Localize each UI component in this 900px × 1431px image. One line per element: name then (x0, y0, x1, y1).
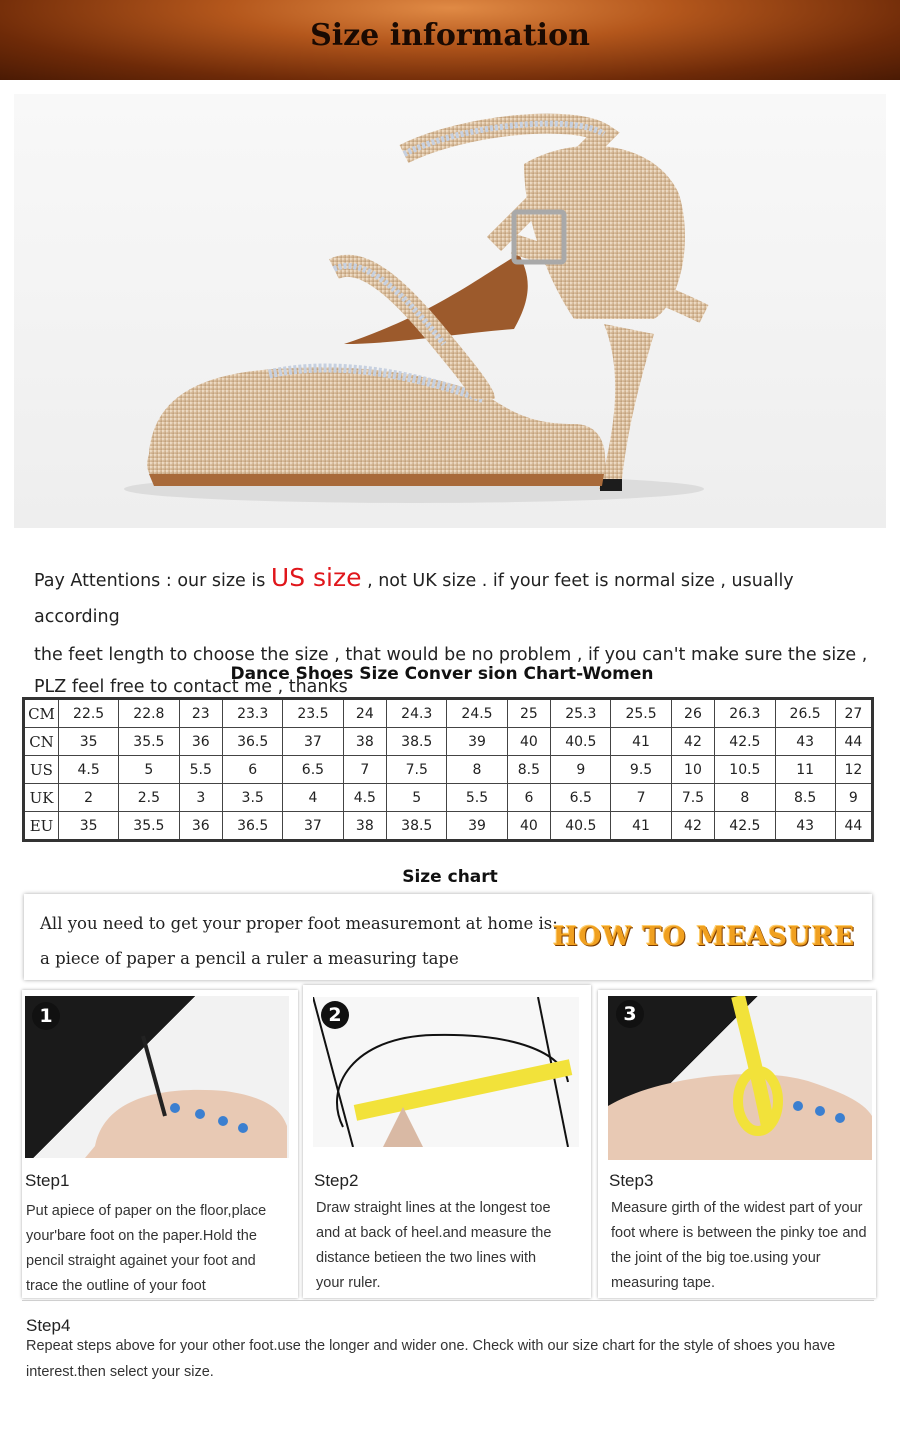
size-cell: 42 (671, 812, 715, 841)
size-cell: 35.5 (119, 728, 179, 756)
size-cell: 42 (671, 728, 715, 756)
size-cell: 4.5 (59, 756, 119, 784)
size-cell: 3.5 (223, 784, 283, 812)
step3-line: the joint of the big toe.using your (611, 1250, 821, 1266)
size-cell: 40.5 (551, 728, 611, 756)
step2-line: distance betieen the two lines with (316, 1250, 537, 1266)
size-cell: 6 (223, 756, 283, 784)
step2-line: and at back of heel.and measure the (316, 1225, 552, 1241)
size-cell: 10 (671, 756, 715, 784)
foot-trace-illustration (25, 996, 289, 1158)
size-cell: 2.5 (119, 784, 179, 812)
us-size-highlight: US size (270, 563, 362, 592)
step1-line: trace the outline of your foot (26, 1278, 206, 1294)
step3-title: Step3 (609, 1171, 654, 1190)
step2-line: your ruler. (316, 1275, 381, 1291)
step2-text (316, 1196, 588, 1296)
step3-photo (608, 996, 872, 1160)
notice-line-1 (34, 560, 884, 635)
size-cell: 40 (507, 728, 551, 756)
size-cell: 8 (715, 784, 775, 812)
size-cell: 41 (611, 812, 671, 841)
step1-number-badge: 1 (32, 1002, 60, 1030)
size-cell: 24 (343, 699, 387, 728)
size-row-label: CN (24, 728, 59, 756)
size-cell: 38 (343, 812, 387, 841)
size-cell: 27 (835, 699, 872, 728)
measure-line-1: All you need to get your proper foot measuremont at home is: (40, 914, 558, 933)
step3-number-badge: 3 (616, 1000, 644, 1028)
size-cell: 39 (447, 812, 507, 841)
size-cell: 35 (59, 812, 119, 841)
step4-line-2: interest.then select your size. (26, 1364, 214, 1380)
size-cell: 38 (343, 728, 387, 756)
size-chart-heading: Size chart (402, 867, 498, 887)
step1-title: Step1 (25, 1171, 70, 1190)
size-cell: 23.3 (223, 699, 283, 728)
step2-title: Step2 (314, 1171, 359, 1190)
size-cell: 38.5 (387, 728, 447, 756)
size-cell: 8 (447, 756, 507, 784)
step3-line: Measure girth of the widest part of your (611, 1200, 863, 1216)
size-cell: 26.3 (715, 699, 775, 728)
size-cell: 40.5 (551, 812, 611, 841)
size-cell: 7 (611, 784, 671, 812)
notice-line-2: the feet length to choose the size , that would be no problem , if you can't make sure the size , (34, 645, 868, 665)
size-cell: 42.5 (715, 812, 775, 841)
size-cell: 9 (835, 784, 872, 812)
dance-shoe-illustration (14, 94, 886, 528)
size-row-label: UK (24, 784, 59, 812)
notice-suffix: , not UK size . if your feet is normal size , usually according (34, 571, 794, 627)
size-cell: 9 (551, 756, 611, 784)
step4-title: Step4 (26, 1316, 71, 1335)
size-cell: 24.5 (447, 699, 507, 728)
size-cell: 43 (775, 812, 835, 841)
size-cell: 42.5 (715, 728, 775, 756)
step2-number-badge: 2 (321, 1001, 349, 1029)
size-cell: 43 (775, 728, 835, 756)
step-card-3 (598, 990, 876, 1298)
notice-line-3: PLZ feel free to contact me , thanks (34, 677, 348, 697)
size-cell: 5 (387, 784, 447, 812)
step2-line: Draw straight lines at the longest toe (316, 1200, 551, 1216)
step-card-1 (22, 990, 298, 1298)
size-cell: 6.5 (551, 784, 611, 812)
step1-line: Put apiece of paper on the floor,place (26, 1203, 267, 1219)
foot-girth-illustration (608, 996, 872, 1160)
measure-line-2: a piece of paper a pencil a ruler a measuring tape (40, 949, 459, 968)
size-cell: 22.5 (59, 699, 119, 728)
size-chart-title: Dance Shoes Size Conver sion Chart-Women (230, 664, 654, 684)
size-row-cm (24, 699, 873, 728)
size-cell: 37 (283, 728, 343, 756)
notice-prefix: Pay Attentions : our size is (34, 571, 271, 591)
size-cell: 8.5 (507, 756, 551, 784)
size-cell: 6 (507, 784, 551, 812)
size-row-label: EU (24, 812, 59, 841)
product-photo (14, 94, 886, 528)
size-row-uk (24, 784, 873, 812)
size-row-eu (24, 812, 873, 841)
size-cell: 10.5 (715, 756, 775, 784)
size-cell: 25 (507, 699, 551, 728)
foot-outline-illustration (313, 997, 579, 1147)
size-cell: 25.5 (611, 699, 671, 728)
size-cell: 5.5 (179, 756, 223, 784)
size-cell: 4 (283, 784, 343, 812)
step1-line: pencil straight againet your foot and (26, 1253, 256, 1269)
size-cell: 35.5 (119, 812, 179, 841)
step3-line: measuring tape. (611, 1275, 715, 1291)
step3-text (611, 1196, 876, 1296)
size-cell: 35 (59, 728, 119, 756)
size-cell: 12 (835, 756, 872, 784)
page-title: Size information (310, 18, 590, 53)
size-cell: 7 (343, 756, 387, 784)
size-cell: 5.5 (447, 784, 507, 812)
size-cell: 6.5 (283, 756, 343, 784)
size-cell: 5 (119, 756, 179, 784)
size-cell: 7.5 (671, 784, 715, 812)
size-cell: 40 (507, 812, 551, 841)
measure-intro-text (40, 906, 560, 976)
step4-text (26, 1333, 876, 1385)
size-cell: 24.3 (387, 699, 447, 728)
size-cell: 44 (835, 812, 872, 841)
size-cell: 4.5 (343, 784, 387, 812)
size-cell: 26.5 (775, 699, 835, 728)
size-cell: 36 (179, 812, 223, 841)
size-cell: 39 (447, 728, 507, 756)
size-cell: 36 (179, 728, 223, 756)
step1-text (26, 1199, 296, 1299)
size-cell: 3 (179, 784, 223, 812)
size-row-label: CM (24, 699, 59, 728)
size-cell: 23.5 (283, 699, 343, 728)
size-cell: 7.5 (387, 756, 447, 784)
step2-photo (313, 997, 579, 1147)
size-conversion-table (22, 697, 874, 842)
size-cell: 22.8 (119, 699, 179, 728)
size-cell: 11 (775, 756, 835, 784)
size-cell: 26 (671, 699, 715, 728)
size-cell: 8.5 (775, 784, 835, 812)
step4-divider (22, 1300, 874, 1301)
size-row-label: US (24, 756, 59, 784)
size-cell: 44 (835, 728, 872, 756)
size-cell: 23 (179, 699, 223, 728)
size-row-cn (24, 728, 873, 756)
size-cell: 36.5 (223, 728, 283, 756)
step-card-2 (303, 985, 591, 1298)
size-row-us (24, 756, 873, 784)
size-cell: 2 (59, 784, 119, 812)
step4-line-1: Repeat steps above for your other foot.use the longer and wider one. Check with our size chart for the style of shoes you have (26, 1338, 836, 1354)
step1-line: your'bare foot on the paper.Hold the (26, 1228, 257, 1244)
size-cell: 38.5 (387, 812, 447, 841)
size-cell: 25.3 (551, 699, 611, 728)
size-cell: 37 (283, 812, 343, 841)
size-cell: 41 (611, 728, 671, 756)
step3-line: foot where is between the pinky toe and (611, 1225, 867, 1241)
step1-photo (25, 996, 289, 1158)
size-cell: 36.5 (223, 812, 283, 841)
how-to-measure-banner: HOW TO MEASURE (553, 922, 856, 952)
size-cell: 9.5 (611, 756, 671, 784)
